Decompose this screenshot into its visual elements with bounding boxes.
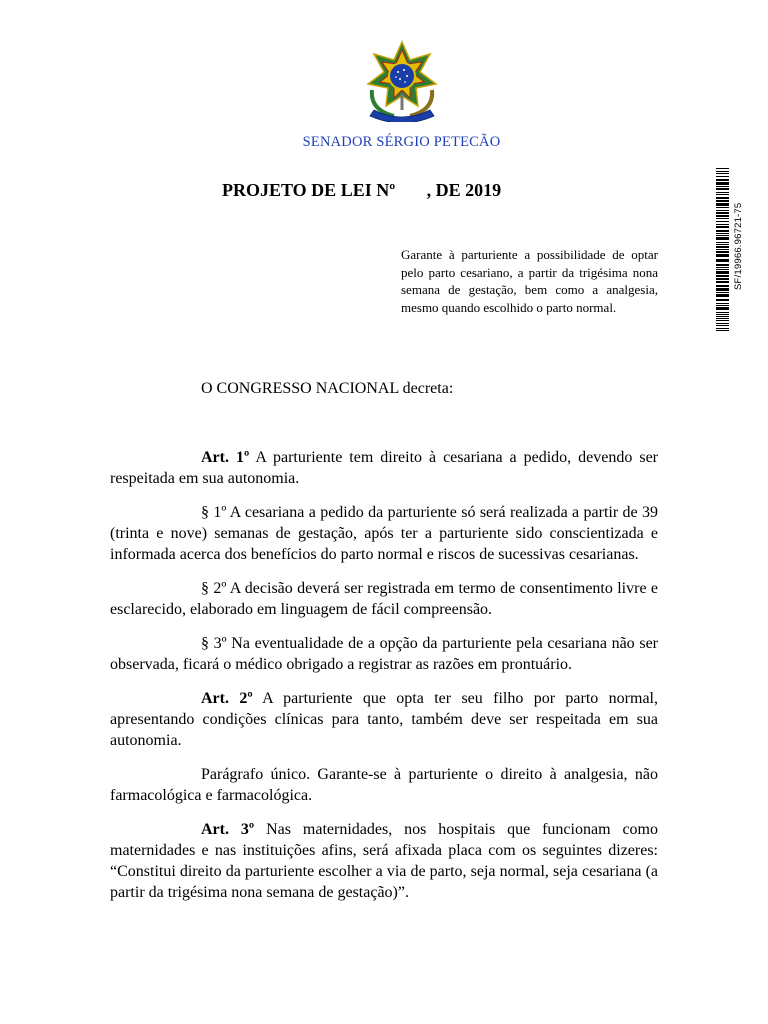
bill-body [110,447,658,916]
barcode-bar [716,218,729,219]
barcode-bar [716,328,729,329]
barcode-bar [716,285,729,287]
barcode-bar [716,267,729,268]
article-paragraph [110,819,658,903]
article-paragraph [110,633,658,675]
barcode-bar [716,168,729,169]
article-text: § 1º A cesariana a pedido da parturiente só será realizada a partir de 39 (trinta e nove) semanas de gestação, após ter a parturiente sido conscientizada e informada acerca dos benefícios do parto normal e riscos de sucessivas cesarianas. [110,504,658,563]
barcode-bar [716,197,729,199]
barcode-bar [716,271,729,274]
barcode-bar [716,316,729,317]
barcode-bar [716,221,729,222]
barcode-bar [716,244,729,245]
barcode-bar [716,299,729,301]
article-text: A parturiente tem direito à cesariana a pedido, devendo ser respeitada em sua autonomia. [110,449,658,487]
barcode-bar [716,237,729,240]
coat-of-arms-emblem [364,40,440,122]
barcode-bar [716,305,729,306]
barcode-bar [716,275,729,277]
barcode-bar [716,269,729,270]
barcode-bar [716,179,729,181]
barcode-bar [716,312,729,313]
senator-name: SENADOR SÉRGIO PETECÃO [302,134,501,150]
barcode-bar [716,325,729,326]
barcode-bar [716,294,729,297]
article-label: Art. 2º [201,690,253,707]
barcode-bar [716,314,729,315]
article-paragraph [110,578,658,620]
barcode-number: SF/19966.96721-75 [733,202,744,290]
barcode-bar [716,186,729,187]
barcode-bar [716,224,729,225]
bill-summary: Garante à parturiente a possibilidade de optar pelo parto cesariano, a partir da trigésima nona semana de gestação, bem como a analgesia, mesmo quando escolhido o parto normal. [401,247,658,315]
barcode-bar [716,254,729,257]
article-text: A parturiente que opta ter seu filho por parto normal, apresentando condições clínicas para tanto, também deve ser respeitada em sua autonomia. [110,690,658,749]
barcode-bar [716,278,729,280]
article-text: Parágrafo único. Garante-se à parturiente o direito à analgesia, não farmacológica e farmacológica. [110,766,658,804]
barcode-bar [716,230,729,232]
barcode-bar [716,292,729,293]
barcode-bar [716,235,729,236]
article-text: Nas maternidades, nos hospitais que funcionam como maternidades e nas instituições afins, será afixada placa com os seguintes dizeres: “Constitui direito da parturiente escolher a via de parto, seja normal, seja cesariana (a partir da trigésima nona semana de gestação)”. [110,821,658,901]
article-text: § 2º A decisão deverá ser registrada em termo de consentimento livre e esclarecido, elaborado em linguagem de fácil compreensão. [110,580,658,618]
barcode-bar [716,182,729,185]
barcode-bar [716,251,729,253]
enacting-clause: O CONGRESSO NACIONAL decreta: [201,380,454,397]
bill-title: PROJETO DE LEI Nº , DE 2019 [222,180,502,200]
article-paragraph [110,764,658,806]
barcode-bar [716,203,729,206]
article-label: Art. 3º [201,821,255,838]
barcode-bar [716,212,729,214]
article-text: § 3º Na eventualidade de a opção da parturiente pela cesariana não ser observada, ficará o médico obrigado a registrar as razões em prontuário. [110,635,658,673]
barcode-bar [716,242,729,243]
barcode-bar [716,288,729,291]
barcode-bar [716,226,729,228]
barcode-bar [716,171,729,172]
barcode-bar [716,176,729,177]
article-label: Art. 1º [201,449,250,466]
barcode-bar [716,249,729,250]
barcode-bar [716,188,729,190]
barcode-bar [716,303,729,304]
barcode-bar [716,200,729,202]
barcode-bar [716,246,729,248]
barcode-bar [716,281,729,283]
barcode-bar [716,264,729,266]
barcode-bar [716,307,729,310]
barcode-bar [716,173,729,174]
barcode-bar [716,323,729,324]
barcode-bar [716,259,729,262]
barcode-bar [716,210,729,211]
barcode-bar [716,320,729,321]
barcode-bar [716,330,729,331]
article-paragraph [110,502,658,565]
barcode-bar [716,192,729,193]
barcode-bar [716,194,729,195]
barcode-bar [716,318,729,319]
article-paragraph [110,447,658,489]
barcode-bar [716,215,729,217]
barcode-bar [716,233,729,234]
barcode-bar [716,207,729,208]
article-paragraph [110,688,658,751]
